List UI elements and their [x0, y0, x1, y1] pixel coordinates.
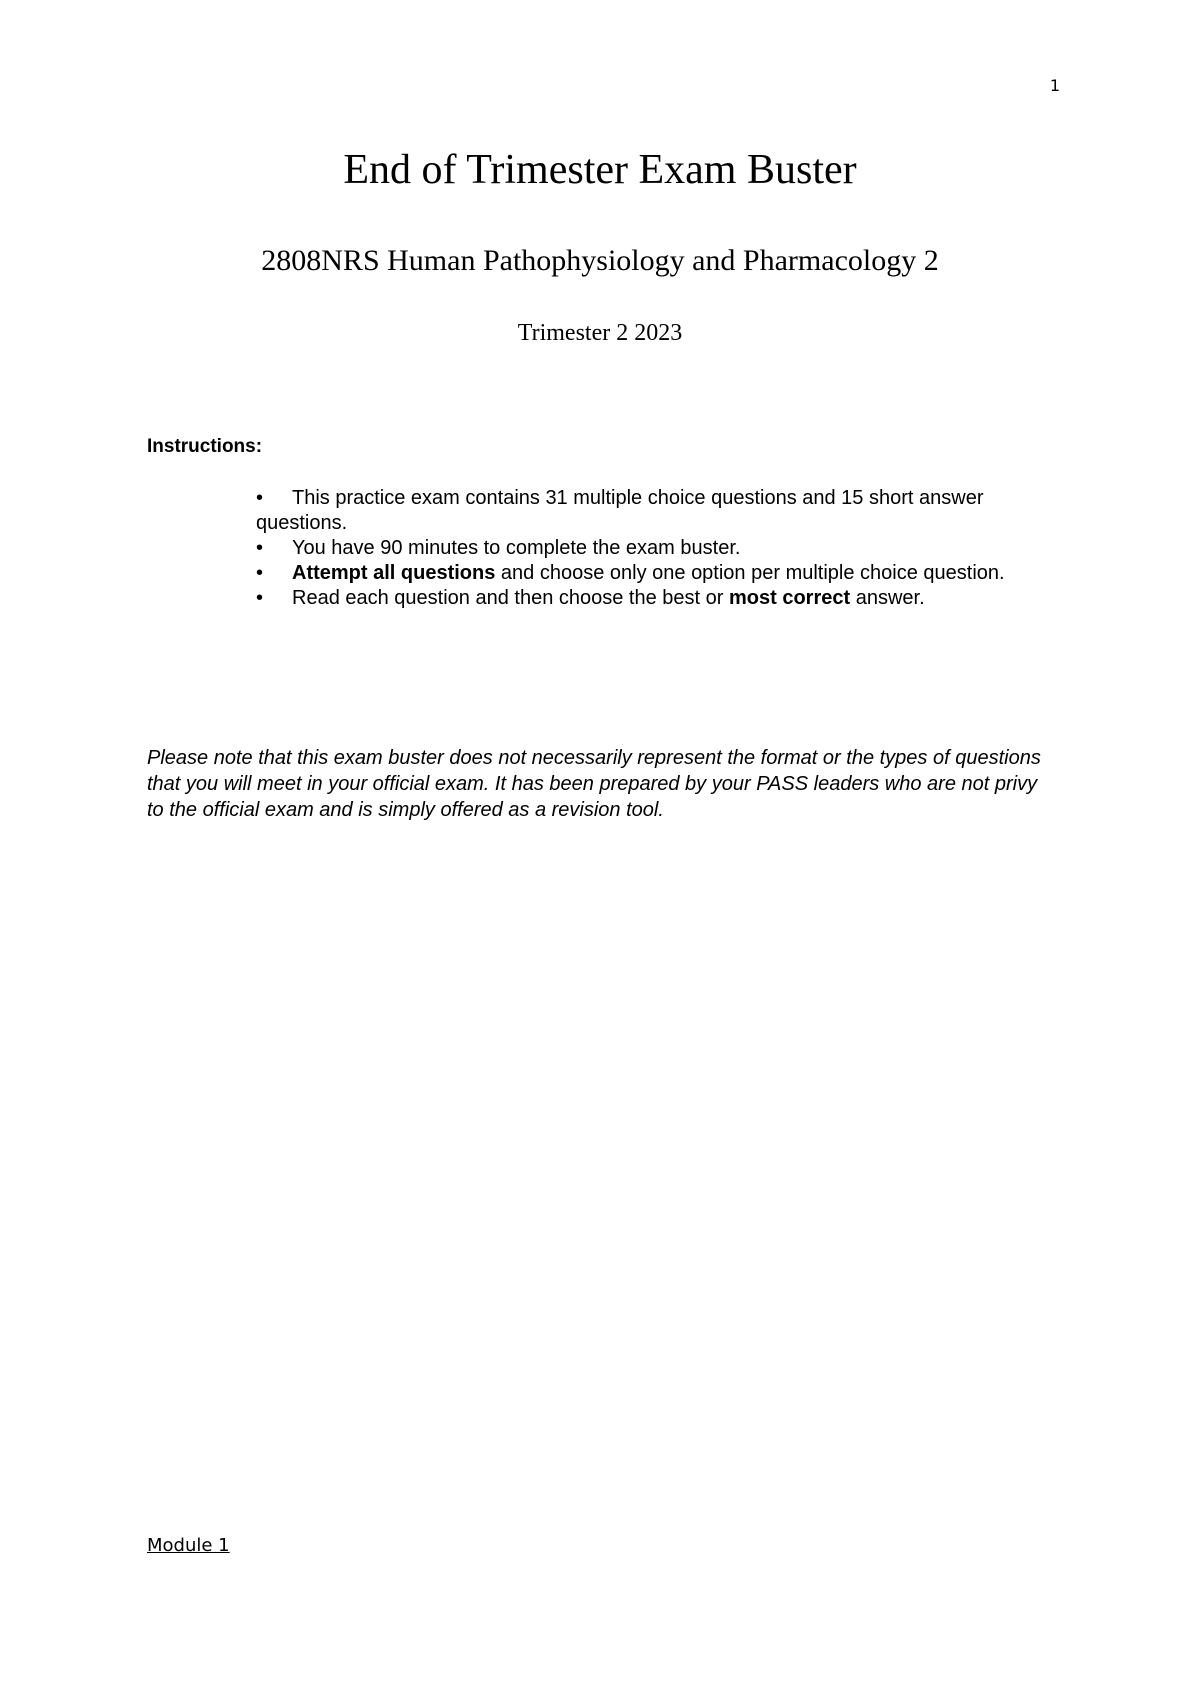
bullet-icon: •: [256, 562, 264, 584]
instruction-item: [256, 561, 1056, 586]
instruction-text: Read each question and then choose the best or most correct answer.: [292, 587, 925, 609]
page-number: 1: [1049, 76, 1061, 95]
disclaimer-note: Please note that this exam buster does not necessarily represent the format or the types of questions that you will meet in your official exam. It has been prepared by your PASS leaders who are not privy to the official exam and is simply offered as a revision tool.: [147, 747, 1041, 821]
course-title: 2808NRS Human Pathophysiology and Pharmacology 2: [261, 244, 939, 277]
term-label: Trimester 2 2023: [517, 320, 683, 346]
section-heading: Module 1: [147, 1535, 230, 1556]
instruction-text: You have 90 minutes to complete the exam buster.: [292, 537, 741, 559]
instruction-item: [256, 586, 1056, 611]
bullet-icon: •: [256, 587, 264, 609]
instructions-list: [256, 486, 1056, 611]
bullet-icon: •: [256, 537, 264, 559]
document-title: End of Trimester Exam Buster: [343, 147, 857, 193]
instruction-item: [256, 486, 1056, 536]
instruction-item: [256, 536, 1056, 561]
bullet-icon: •: [256, 487, 264, 509]
instructions-heading: Instructions:: [147, 436, 263, 457]
instruction-text: This practice exam contains 31 multiple choice questions and 15 short answer questions.: [256, 487, 984, 534]
instruction-text: Attempt all questions and choose only one option per multiple choice question.: [292, 562, 1005, 584]
